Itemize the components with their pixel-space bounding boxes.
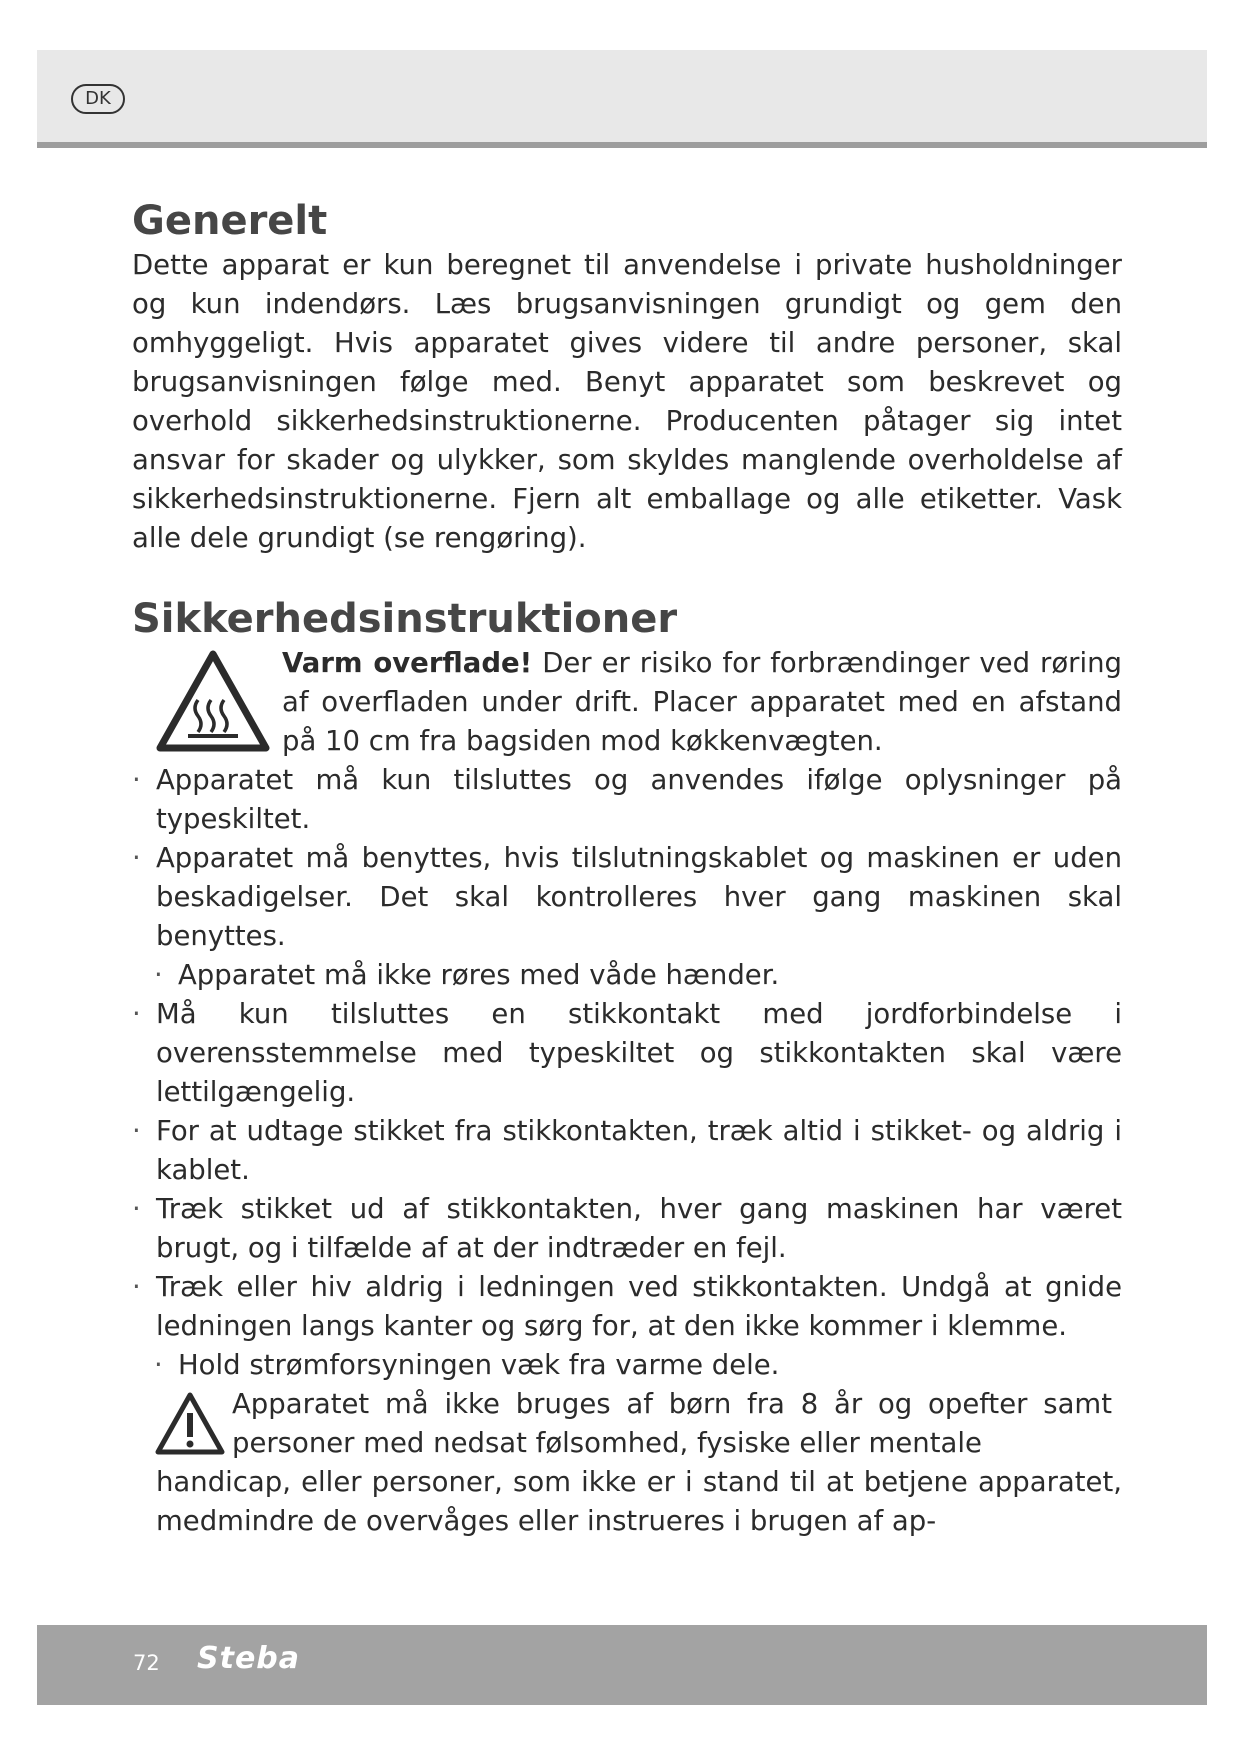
children-warning-text: Apparatet må ikke bruges af børn fra 8 år og opefter samt personer med nedsat følsomhed, fysiske eller mentale: [232, 1388, 1112, 1459]
hot-surface-text: [282, 644, 1122, 761]
list-item: · For at udtage stikket fra stikkontakten, træk altid i stikket- og aldrig i kablet.: [132, 1112, 1122, 1190]
page-number: 72: [133, 1651, 160, 1675]
safety-list: [132, 761, 1122, 1385]
exclamation-warning-icon: [154, 1391, 226, 1457]
list-item: · Apparatet må kun tilsluttes og anvendes ifølge oplysninger på typeskiltet.: [132, 761, 1122, 839]
page-content: [132, 196, 1122, 1541]
general-paragraph: Dette apparat er kun beregnet til anvendelse i private husholdninger og kun indendørs. Læs brugsanvisningen grundigt og gem den omhyggeligt. Hvis apparatet gives videre til andre personer, skal brugsanvisningen følge med. Benyt apparatet som beskrevet og overhold sikkerhedsinstruktionerne. Producenten påtager sig intet ansvar for skader og ulykker, som skyldes manglende overholdelse af sikkerhedsinstruktionerne. Fjern alt emballage og alle etiketter. Vask alle dele grundigt (se rengøring).: [132, 249, 1122, 554]
language-badge: DK: [71, 84, 125, 114]
hot-surface-label: Varm overflade!: [282, 647, 533, 679]
list-item: · Må kun tilsluttes en stikkontakt med jordforbindelse i overensstemmelse med typeskiltet og stikkontakten skal være lettilgængelig.: [132, 995, 1122, 1112]
list-item: · Træk stikket ud af stikkontakten, hver gang maskinen har været brugt, og i tilfælde af at der indtræder en fejl.: [132, 1190, 1122, 1268]
list-item: · Hold strømforsyningen væk fra varme dele.: [132, 1346, 1122, 1385]
hot-surface-warning: [132, 644, 1122, 761]
list-item: · Apparatet må ikke røres med våde hænder.: [132, 956, 1122, 995]
section-title-general: Generelt: [132, 198, 328, 244]
list-item: · Apparatet må benyttes, hvis tilslutningskablet og maskinen er uden beskadigelser. Det skal kontrolleres hver gang maskinen skal benyttes.: [132, 839, 1122, 956]
children-warning: [132, 1385, 1122, 1463]
hot-surface-warning-icon: [154, 648, 272, 756]
children-warning-continued: handicap, eller personer, som ikke er i stand til at betjene apparatet, medmindre de overvåges eller instrueres i brugen af ap-: [156, 1466, 1122, 1537]
brand-logo: Steba: [197, 1641, 301, 1676]
section-title-safety: Sikkerhedsinstruktioner: [132, 596, 678, 642]
page-header: [37, 50, 1207, 148]
list-item: · Træk eller hiv aldrig i ledningen ved stikkontakten. Undgå at gnide ledningen langs kanter og sørg for, at den ikke kommer i klemme.: [132, 1268, 1122, 1346]
page-footer: [37, 1625, 1207, 1705]
hot-surface-description: Der er risiko for forbrændinger ved røring af overfladen under drift. Placer apparatet med en afstand på 10 cm fra bagsiden mod køkkenvægten.: [282, 647, 1122, 757]
